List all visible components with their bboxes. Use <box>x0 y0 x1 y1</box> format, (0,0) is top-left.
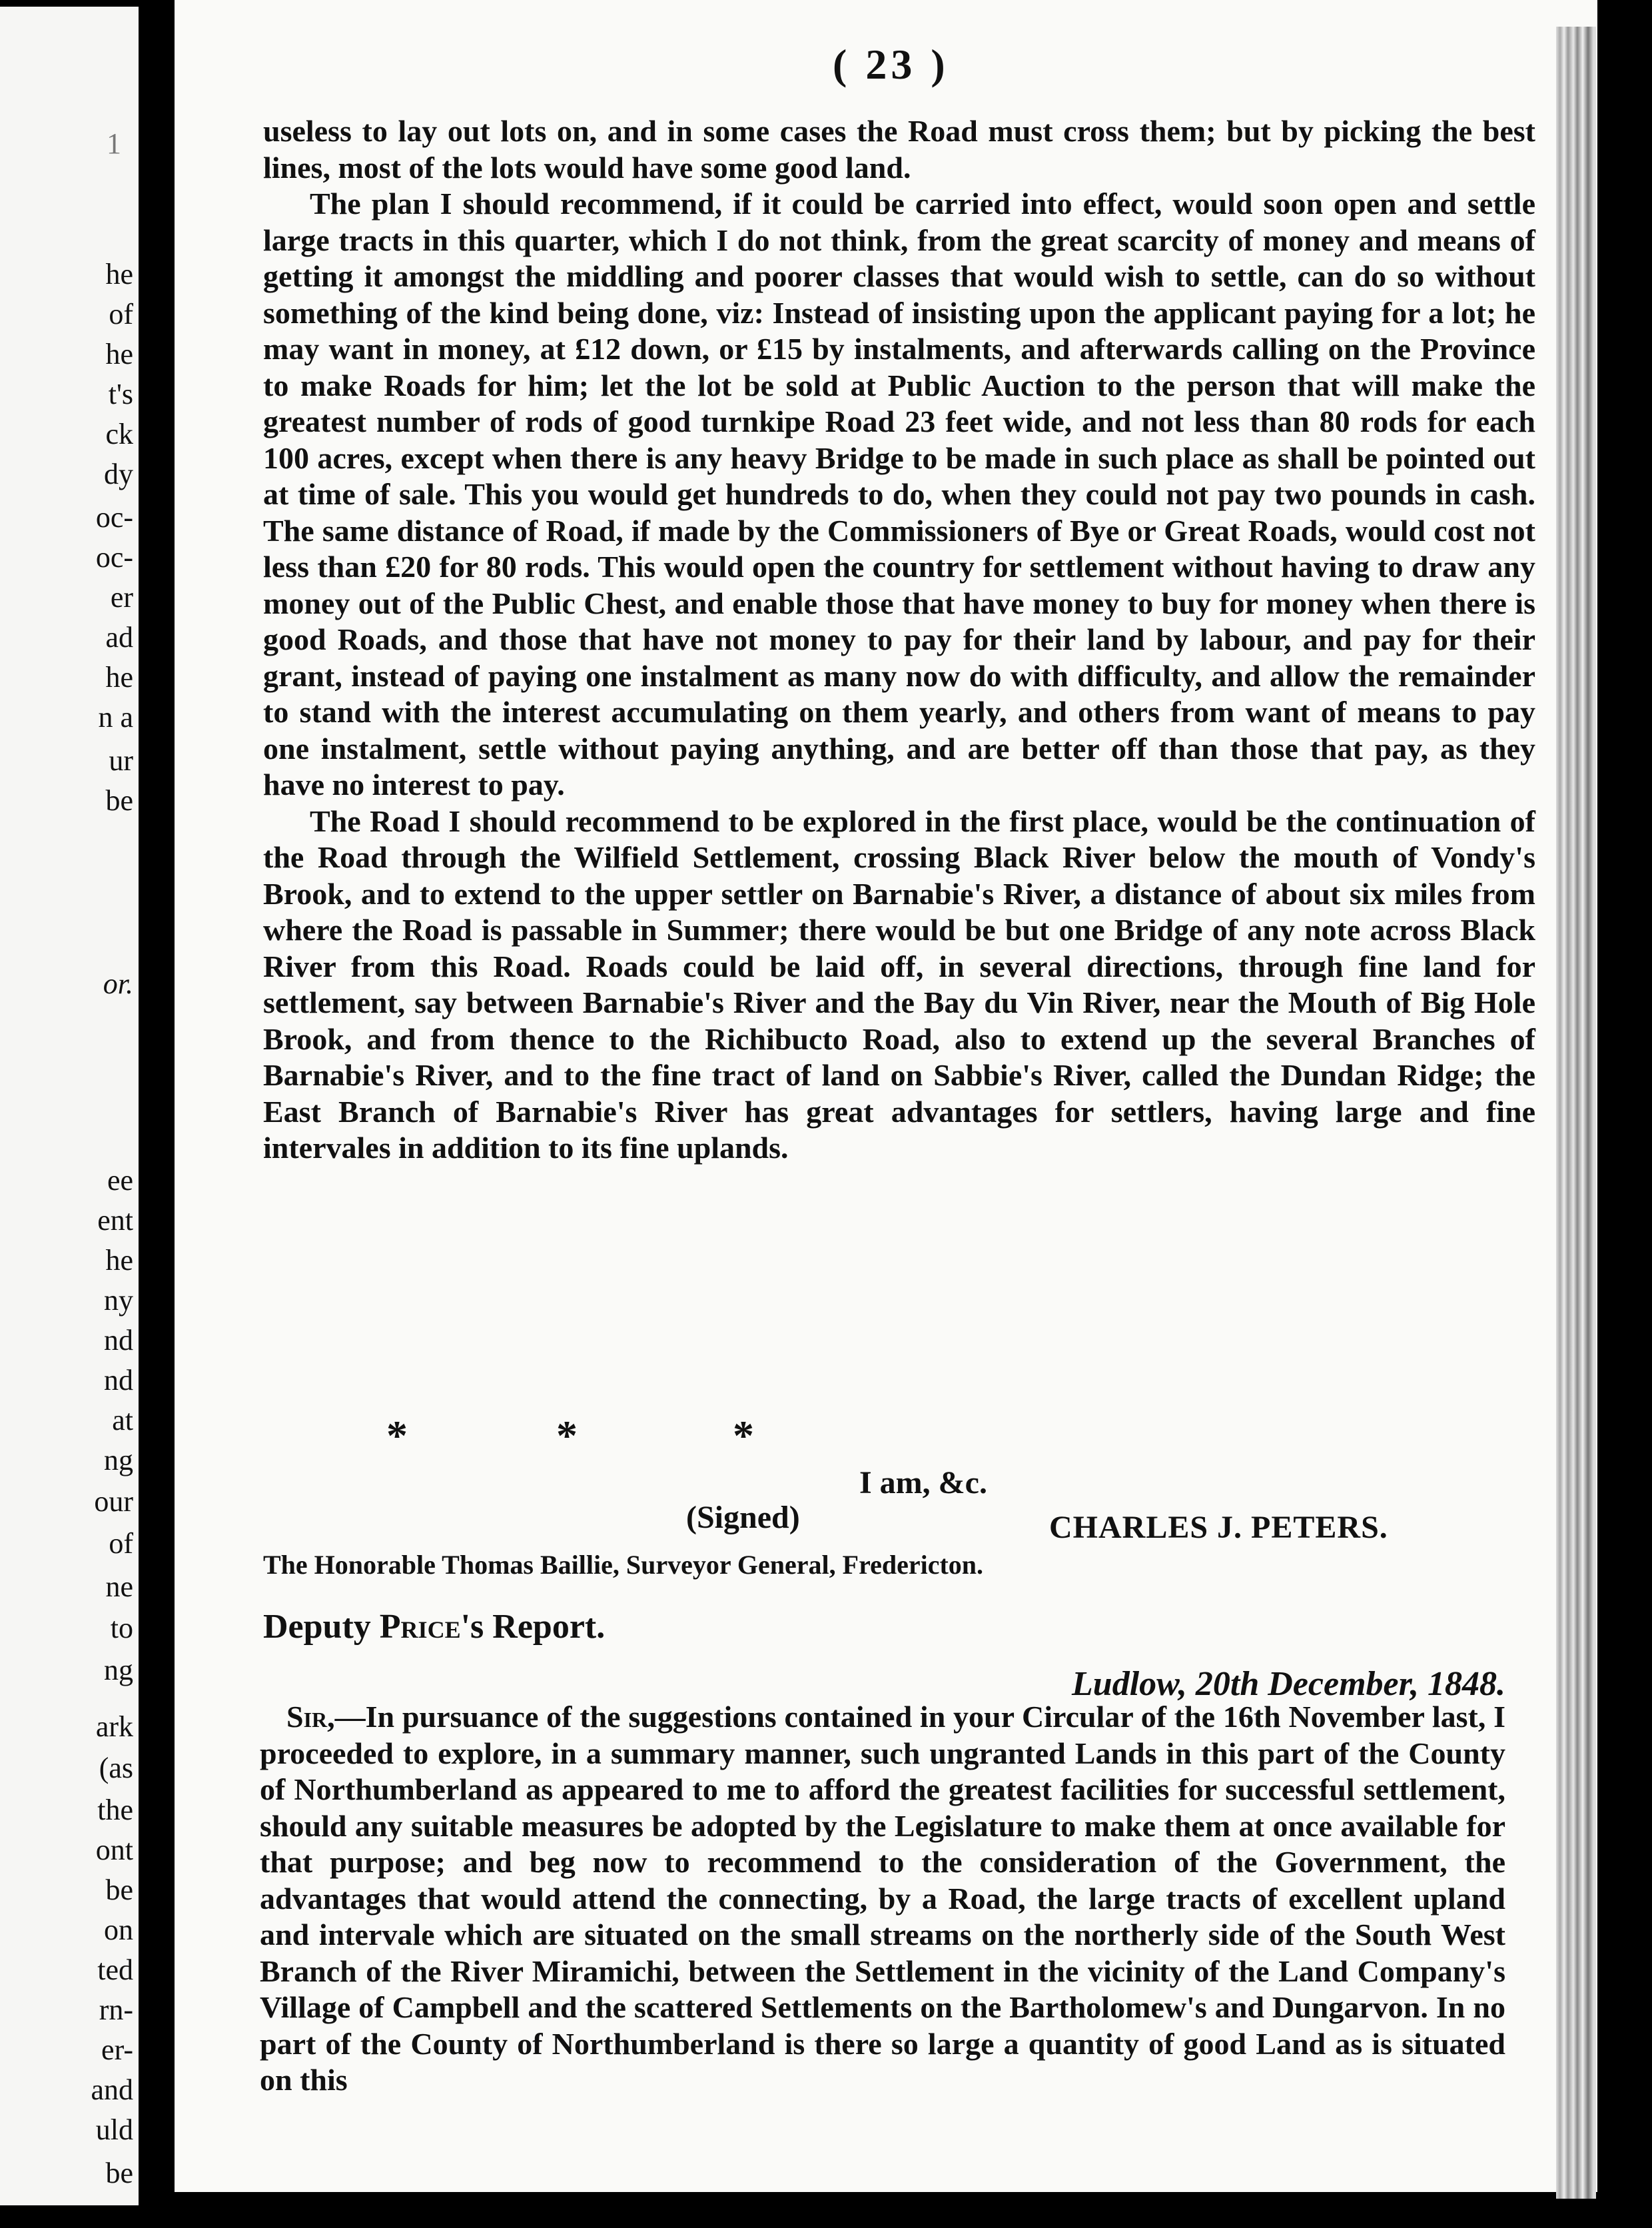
letter-signed: (Signed) <box>686 1500 800 1535</box>
left-page-fragment-text: be <box>105 1874 133 1906</box>
left-page-fragment-text: ng <box>104 1654 133 1686</box>
left-page-fragment-text: and <box>91 2073 133 2106</box>
left-page-fragment-text: on <box>104 1914 133 1946</box>
left-page-fragment-text: ark <box>95 1710 133 1743</box>
left-page-fragment-text: (as <box>99 1752 133 1784</box>
left-page-fragment-text: ent <box>97 1204 133 1237</box>
report-salutation: Sir, <box>286 1700 335 1734</box>
report-paragraph <box>260 1699 1505 2099</box>
left-page-fragment-text: oc- <box>95 541 133 574</box>
left-page-fragment-text: he <box>105 258 133 290</box>
left-page-fragment-text: to <box>110 1612 133 1644</box>
left-page-fragment-text: rn- <box>99 1993 133 2026</box>
left-page-fragment-text: ted <box>97 1953 133 1986</box>
report-heading <box>263 1607 605 1646</box>
left-page-fragment-text: t's <box>108 378 133 410</box>
left-page-fragment-text: be <box>105 784 133 817</box>
report-dateline: Ludlow, 20th December, 1848. <box>1072 1665 1505 1703</box>
report-heading-name: Price <box>379 1608 461 1646</box>
left-page-fragment-text: the <box>97 1794 133 1826</box>
left-page-fragment-text: n a <box>98 701 133 734</box>
page-number: ( 23 ) <box>833 41 949 88</box>
left-page-fragment-text: ont <box>95 1834 133 1866</box>
left-page-fragment-text: nd <box>104 1324 133 1357</box>
left-page-fragment <box>0 7 139 2205</box>
section-star: * <box>733 1412 754 1459</box>
report-heading-suffix: 's Report. <box>460 1608 606 1646</box>
report-body <box>260 1699 1505 2099</box>
left-page-fragment-text: be <box>105 2157 133 2189</box>
letter-paragraph: The Road I should recommend to be explored in the first place, would be the continuation of the Road through the Wilfield Settlement, crossing Black River below the mouth of Vondy's Brook, and to extend to the upper settler on Barnabie's River, a distance of about six miles from where the Road is passable in Summer; there would be but one Bridge of any note across Black River from this Road. Roads could be laid off, in several directions, through fine land for settlement, say between Barnabie's River and the Bay du Vin River, near the Mouth of Big Hole Brook, and from thence to the Richibucto Road, also to extend up the several Branches of Barnabie's River, and to the fine tract of land on Sabbie's River, called the Dundan Ridge; the East Branch of Barnabie's River has great advantages for settlers, having large and fine intervales in addition to its fine uplands. <box>263 804 1535 1165</box>
letter-signature: CHARLES J. PETERS. <box>1049 1510 1388 1545</box>
left-page-fragment-text: ck <box>105 418 133 450</box>
section-star: * <box>556 1412 578 1459</box>
left-page-fragment-text: ad <box>105 621 133 654</box>
left-page-fragment-text: dy <box>104 458 133 490</box>
page-edge <box>1556 27 1596 2199</box>
letter-paragraph: The plan I should recommend, if it could be carried into effect, would soon open and settle large tracts in this quarter, which I do not think, from the great scarcity of money and means of getting it amongst the middling and poorer classes that would wish to settle, can do so without something of the kind being done, viz: Instead of insisting upon the applicant paying for a lot; he may want in money, at £12 down, or £15 by instalments, and afterwards calling on the Province to make Roads for him; let the lot be sold at Public Auction to the person that will make the greatest number of rods of good turnkipe Road 23 feet wide, and not less than 80 rods for each 100 acres, except when there is any heavy Bridge to be made in such place as shall be pointed out at time of sale. This you would get hundreds to do, when they could not pay two pounds in cash. The same distance of Road, if made by the Commissioners of Bye or Great Roads, would cost not less than £20 for 80 rods. This would open the country for settlement without having to draw any money out of the Public Chest, and enable those that have money to buy for money when there is good Roads, and those that have not money to pay for their land by labour, and pay for their grant, instead of paying one instalment as many now do with difficulty, and allow the remainder to stand with the interest accumulating on them yearly, and others from want of means to pay one instalment, settle without paying anything, and are better off than those that pay, as they have no interest to pay. <box>263 187 1535 802</box>
left-page-fragment-text: or. <box>103 967 133 1000</box>
left-page-fragment-text: of <box>109 1527 133 1560</box>
letter-closing: I am, &c. <box>859 1465 987 1500</box>
report-heading-prefix: Deputy <box>263 1608 371 1646</box>
left-page-fragment-text: nd <box>104 1364 133 1396</box>
left-page-fragment-text: he <box>105 1244 133 1277</box>
left-page-fragment-text: ny <box>104 1284 133 1317</box>
left-page-fragment-text: ng <box>104 1444 133 1476</box>
report-text: —In pursuance of the suggestions contained in your Circular of the 16th November last, I proceeded to explore, in a summary manner, such ungranted Lands in this part of the County of Northumberland as appeared to me to afford the greatest facilities for successful settlement, should any suitable measures be adopted by the Legislature to make them at once available for that purpose; and beg now to recommend to the consideration of the Government, the advantages that would attend the connecting, by a Road, the large tracts of excellent upland and intervale which are situated on the small streams on the northerly side of the South West Branch of the River Miramichi, between the Settlement in the vicinity of the Land Company's Village of Campbell and the scattered Settlements on the Bartholomew's and Dungarvon. In no part of the County of Northumberland is there so large a quantity of good Land as is situated on this <box>260 1700 1505 2097</box>
left-page-top-mark: 1 <box>107 127 121 160</box>
letter-body <box>263 113 1535 1167</box>
letter-addressee: The Honorable Thomas Baillie, Surveyor General, Fredericton. <box>263 1550 984 1580</box>
left-page-fragment-text: of <box>109 298 133 330</box>
left-page-fragment-text: oc- <box>95 501 133 534</box>
letter-paragraph: useless to lay out lots on, and in some cases the Road must cross them; but by picking the best lines, most of the lots would have some good land. <box>263 114 1535 185</box>
section-star: * <box>386 1412 408 1459</box>
left-page-fragment-text: he <box>105 661 133 694</box>
left-page-fragment-text: ur <box>109 744 133 777</box>
left-page-fragment-text: he <box>105 338 133 370</box>
left-page-fragment-text: er <box>110 581 133 614</box>
left-page-fragment-text: uld <box>95 2113 133 2146</box>
left-page-fragment-text: ee <box>107 1164 133 1197</box>
left-page-fragment-text: er- <box>101 2033 133 2066</box>
left-page-fragment-text: our <box>94 1485 133 1518</box>
left-page-fragment-text: ne <box>105 1570 133 1603</box>
left-page-fragment-text: at <box>112 1404 133 1436</box>
